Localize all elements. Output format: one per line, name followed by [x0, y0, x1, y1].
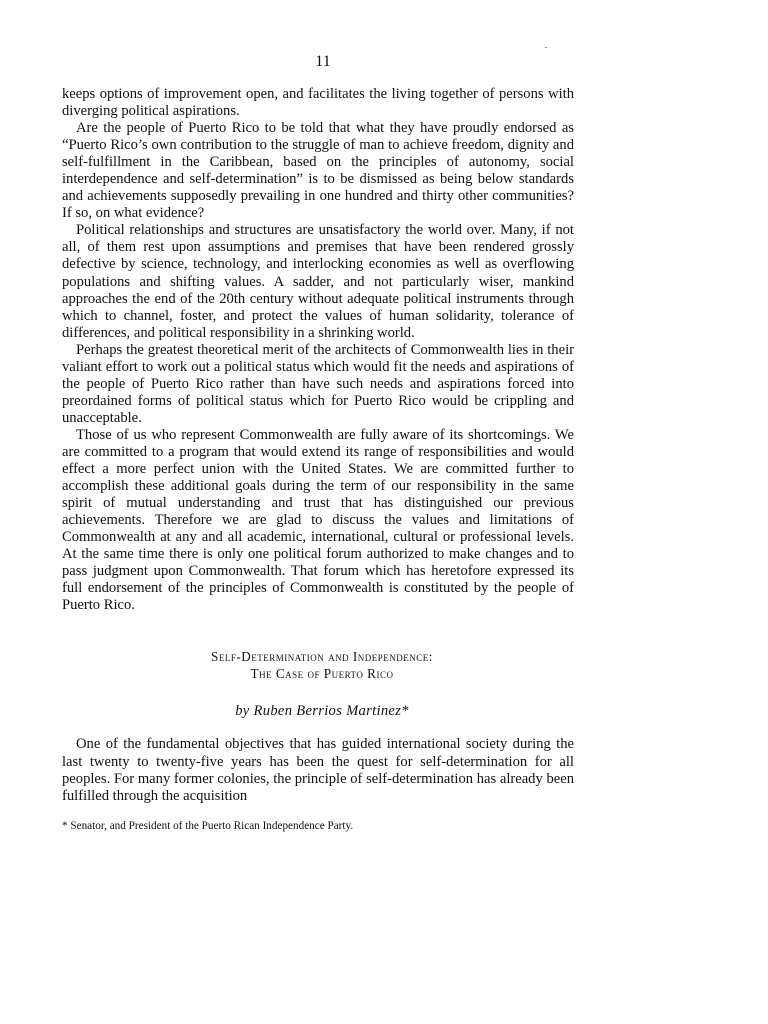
section-heading-line-1: Self-Determination and Independence: — [211, 649, 433, 665]
document-page — [62, 52, 574, 833]
section-heading — [62, 648, 574, 682]
footnote: * Senator, and President of the Puerto Rican Independence Party. — [62, 819, 354, 832]
paragraph-puerto-rico-endorsement: Are the people of Puerto Rico to be told that what they have proudly endorsed as “Puerto Rico’s own contribution to the struggle of man to achieve freedom, dignity and self-fulfillment in the Caribbean, based on the principles of autonomy, social interdependence and self-determination” is to be dismissed as being below standards and achievements supposedly prevailing in one hundred and thirty other communities? If so, on what evidence? — [62, 120, 574, 222]
paragraph-architects-of-commonwealth: Perhaps the greatest theoretical merit of the architects of Commonwealth lies in their valiant effort to work out a political status which would fit the needs and aspirations of the people of Puerto Rico rather than have such needs and aspirations forced into preordained forms of political status which for Puerto Rico would be crippling and unacceptable. — [62, 341, 574, 426]
scan-speck — [545, 47, 547, 48]
author-byline: by Ruben Berrios Martinez* — [235, 703, 409, 720]
page-number: 11 — [315, 53, 331, 70]
paragraph-continuation: keeps options of improvement open, and facilitates the living together of persons with diverging political aspirations. — [62, 86, 574, 120]
paragraph-self-determination-opening: One of the fundamental objectives that has guided international society during the last twenty to twenty-five years has been the quest for self-determination for all peoples. For many former colonies, the principle of self-determination has already been fulfilled through the acquisition — [62, 736, 574, 804]
paragraph-political-relationships: Political relationships and structures are unsatisfactory the world over. Many, if not all, of them rest upon assumptions and premises that have been rendered grossly defective by science, technology, and interlocking economies as well as overflowing populations and shifting values. A sadder, and not particularly wiser, mankind approaches the end of the 20th century without adequate political instruments through which to channel, foster, and protect the values of human solidarity, tolerance of differences, and political responsibility in a shrinking world. — [62, 222, 574, 341]
paragraph-commonwealth-shortcomings: Those of us who represent Commonwealth are fully aware of its shortcomings. We are committed to a program that would extend its range of responsibilities and would effect a more perfect union with the United States. We are committed further to accomplish these additional goals during the term of our responsibility in the same spirit of mutual understanding and trust that has distinguished our previous achievements. Therefore we are glad to discuss the values and limitations of Commonwealth at any and all academic, international, cultural or professional levels. At the same time there is only one political forum authorized to make changes and to pass judgment upon Commonwealth. That forum which has heretofore expressed its full endorsement of the principles of Commonwealth is constituted by the people of Puerto Rico. — [62, 426, 574, 614]
section-heading-line-2: The Case of Puerto Rico — [250, 666, 394, 682]
